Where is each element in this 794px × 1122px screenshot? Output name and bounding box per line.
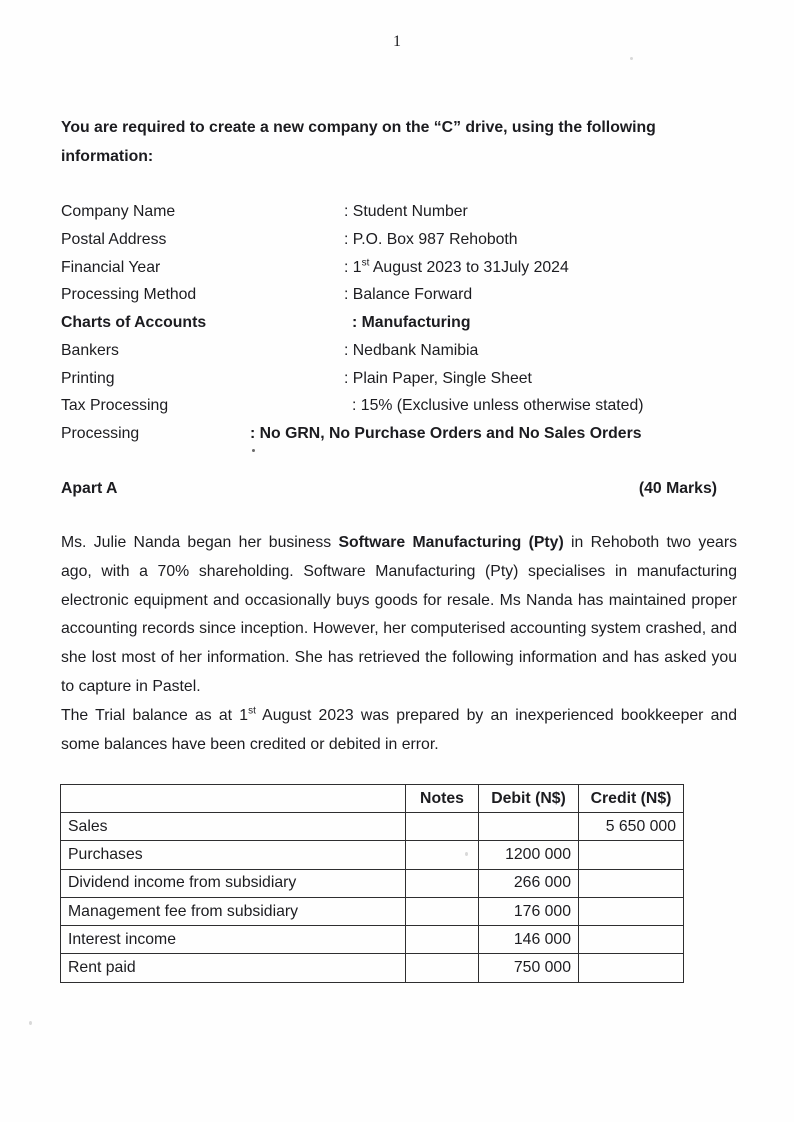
account-cell: Interest income bbox=[61, 926, 406, 954]
setup-value: : Student Number bbox=[344, 203, 468, 220]
credit-cell bbox=[579, 897, 684, 925]
column-header-notes: Notes bbox=[406, 785, 479, 813]
credit-cell bbox=[579, 954, 684, 982]
scan-speck bbox=[465, 852, 468, 856]
notes-cell bbox=[406, 897, 479, 925]
company-name-bold: Software Manufacturing (Pty) bbox=[338, 534, 564, 551]
scan-speck bbox=[630, 57, 633, 60]
table-header-row bbox=[61, 785, 684, 813]
table-row-interest-income bbox=[61, 926, 684, 954]
table-row-dividend-income bbox=[61, 869, 684, 897]
setup-label: Postal Address bbox=[61, 230, 167, 248]
setup-value: : Plain Paper, Single Sheet bbox=[344, 369, 532, 387]
setup-row-postal-address bbox=[61, 226, 751, 254]
intro-line-2: information: bbox=[61, 148, 154, 165]
section-heading bbox=[61, 480, 717, 498]
debit-cell: 750 000 bbox=[479, 954, 579, 982]
account-cell: Management fee from subsidiary bbox=[61, 897, 406, 925]
setup-label: Bankers bbox=[61, 341, 119, 359]
table-row-purchases bbox=[61, 841, 684, 869]
credit-cell bbox=[579, 926, 684, 954]
debit-cell: 146 000 bbox=[479, 926, 579, 954]
credit-cell: 5 650 000 bbox=[579, 813, 684, 841]
setup-label: Processing Method bbox=[61, 286, 197, 304]
notes-cell bbox=[406, 869, 479, 897]
narrative-paragraph-1: Ms. Julie Nanda began her business Software Manufacturing (Pty) in Rehoboth two years ago, with a 70% shareholding. Software Manufacturing (Pty) specialises in manufacturing electronic equipment and occasionally buys goods for resale. Ms Nanda has maintained proper accounting records since inception. However, her computerised accounting system crashed, and she lost most of her information. She has retrieved the following information and has asked you to capture in Pastel. bbox=[61, 534, 737, 695]
setup-value: : Nedbank Namibia bbox=[344, 341, 479, 359]
setup-row-processing-method bbox=[61, 281, 751, 309]
account-cell: Sales bbox=[61, 813, 406, 841]
setup-row-printing bbox=[61, 365, 751, 393]
ordinal-superscript: st bbox=[361, 257, 370, 269]
setup-value: : Balance Forward bbox=[344, 286, 473, 304]
account-cell: Purchases bbox=[61, 841, 406, 869]
setup-label: Company Name bbox=[61, 203, 176, 220]
section-marks: (40 Marks) bbox=[638, 480, 717, 497]
setup-row-bankers bbox=[61, 337, 751, 365]
debit-cell: 176 000 bbox=[479, 897, 579, 925]
ordinal-superscript: st bbox=[248, 705, 256, 717]
debit-cell bbox=[479, 813, 579, 841]
setup-row-charts-of-accounts bbox=[61, 309, 751, 337]
narrative-text bbox=[61, 529, 737, 759]
setup-value: : 1st August 2023 to 31July 2024 bbox=[344, 257, 569, 276]
notes-cell bbox=[406, 954, 479, 982]
table-row-rent-paid bbox=[61, 954, 684, 982]
setup-label: Charts of Accounts bbox=[61, 314, 207, 331]
setup-label: Tax Processing bbox=[61, 397, 169, 415]
setup-label: Printing bbox=[61, 369, 115, 387]
setup-value: : 15% (Exclusive unless otherwise stated) bbox=[352, 397, 644, 415]
notes-cell bbox=[406, 813, 479, 841]
debit-cell: 1200 000 bbox=[479, 841, 579, 869]
table-row-sales bbox=[61, 813, 684, 841]
scan-speck bbox=[252, 449, 255, 452]
credit-cell bbox=[579, 869, 684, 897]
trial-balance-table bbox=[60, 784, 684, 983]
intro-line-1: You are required to create a new company on the “C” drive, using the following bbox=[61, 119, 656, 136]
intro-text bbox=[61, 113, 741, 171]
setup-row-financial-year bbox=[61, 254, 751, 282]
company-setup-list bbox=[61, 198, 751, 448]
notes-cell bbox=[406, 926, 479, 954]
table-row-management-fee bbox=[61, 897, 684, 925]
account-cell: Dividend income from subsidiary bbox=[61, 869, 406, 897]
column-header-account bbox=[61, 785, 406, 813]
setup-label: Financial Year bbox=[61, 258, 161, 276]
credit-cell bbox=[579, 841, 684, 869]
debit-cell: 266 000 bbox=[479, 869, 579, 897]
section-title: Apart A bbox=[61, 480, 118, 497]
setup-row-tax-processing bbox=[61, 392, 751, 420]
setup-value: : P.O. Box 987 Rehoboth bbox=[344, 230, 518, 248]
setup-row-processing bbox=[61, 420, 751, 448]
scan-speck bbox=[29, 1021, 32, 1025]
column-header-debit: Debit (N$) bbox=[479, 785, 579, 813]
page-number: 1 bbox=[393, 33, 401, 50]
column-header-credit: Credit (N$) bbox=[579, 785, 684, 813]
setup-row-company-name bbox=[61, 198, 751, 226]
narrative-paragraph-2: The Trial balance as at 1st August 2023 was prepared by an inexperienced bookkeeper and some balances have been credited or debited in error. bbox=[61, 705, 737, 753]
setup-value: : Manufacturing bbox=[352, 314, 471, 331]
setup-value: : No GRN, No Purchase Orders and No Sales Orders bbox=[250, 425, 642, 442]
account-cell: Rent paid bbox=[61, 954, 406, 982]
setup-label: Processing bbox=[61, 425, 140, 442]
